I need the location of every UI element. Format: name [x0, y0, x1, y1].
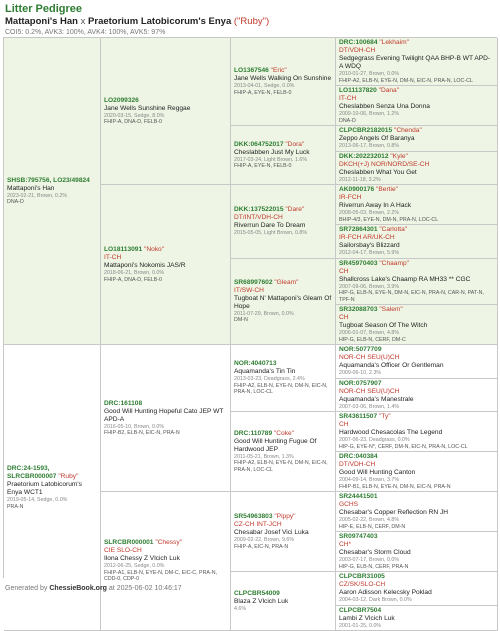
- dog-details: 2007-09-06, Brown, 3.9%: [339, 284, 494, 291]
- dog-details: 2015-05-05, Light Brown, 0.8%: [234, 230, 332, 237]
- sire-name: Mattaponi's Han: [5, 16, 78, 27]
- health-tests: FHIP-A2, ELB-N, EYE-N, DM-N, EIC-N, PRA-N, LOC-CL: [234, 460, 332, 473]
- footer-suffix: at 2025-06-02 10:46:17: [109, 585, 182, 592]
- registration-number: [339, 186, 494, 194]
- call-name: "Bertie": [376, 186, 398, 193]
- dog-titles: DKCH(+J) NOR/NORD/SE-CH: [339, 161, 494, 169]
- health-tests: FHIP-A, EIC-N, PRA-N: [234, 544, 332, 551]
- reg-id: DRC:040384: [339, 453, 377, 460]
- dog-details: 2009-06-10, 2.3%: [339, 370, 494, 377]
- dog-name: Riverrun Away In A Hack: [339, 202, 494, 210]
- dog-details: 2016-05-10, Brown, 0.0%: [104, 424, 227, 431]
- pedigree-cell-sdsd[interactable]: [336, 225, 498, 259]
- reg-id: DRC:110789: [234, 430, 272, 437]
- pedigree-cell-dds[interactable]: [231, 492, 336, 572]
- reg-id: DKK:064752017: [234, 141, 284, 148]
- dog-titles: IR-FCH: [339, 194, 494, 202]
- registration-number: [234, 279, 332, 287]
- dog-details: 2020-03-15, Sedge, 8.0%: [104, 113, 227, 120]
- registration-number: [339, 607, 494, 615]
- call-name: "Ruby": [58, 473, 78, 480]
- pedigree-cell-dd[interactable]: [101, 492, 231, 631]
- dog-details: 2007-03-06, Brown, 1.4%: [339, 404, 494, 411]
- dog-details: 2013-03-23, Deadgrass, 2.4%: [234, 376, 332, 383]
- pedigree-cell-dddd[interactable]: [336, 606, 498, 631]
- dog-titles: DT/VDH-CH: [339, 461, 494, 469]
- dog-name: Aaron Adisson Kelecsky Poklad: [339, 589, 494, 597]
- dog-details: 2001-01-25, 0.0%: [339, 623, 494, 630]
- dog-name: Aquamanda's Officer Or Gentleman: [339, 362, 494, 370]
- cross-symbol: x: [81, 16, 86, 27]
- dog-details: 2005-02-22, Brown, 4.8%: [339, 517, 494, 524]
- dog-name: Mattaponi's Han: [7, 185, 97, 193]
- call-name: "Dana": [379, 87, 399, 94]
- call-name: "Pippy": [274, 513, 295, 520]
- pedigree-cell-ss[interactable]: [101, 38, 231, 185]
- reg-id: NOR:4040713: [234, 360, 277, 367]
- dog-titles: IT/SW-CH: [234, 287, 332, 295]
- registration-number: [7, 465, 97, 481]
- health-tests: PRA-N: [7, 504, 97, 511]
- reg-id: SR72864301: [339, 226, 378, 233]
- health-tests: FHIP-A, EYE-N, FELB-0: [234, 90, 332, 97]
- call-name: "Eric": [271, 67, 287, 74]
- call-name: "Lekhaim": [379, 39, 409, 46]
- reg-id: DRC:24-1593, SLRCBR000007: [7, 465, 56, 480]
- dog-titles: CH: [339, 268, 494, 276]
- call-name: "Kyle": [390, 153, 408, 160]
- health-tests: DNA-D: [7, 199, 97, 206]
- dog-name: Shallcross Lake's Chaamp RA MH33 ** CGC: [339, 276, 494, 284]
- registration-number: [234, 590, 332, 598]
- pedigree-cell-sd[interactable]: [101, 185, 231, 345]
- pedigree-cell-ssdd[interactable]: [336, 152, 498, 186]
- registration-number: [234, 513, 332, 521]
- pedigree-cell-sss[interactable]: [231, 38, 336, 126]
- registration-number: [339, 153, 494, 161]
- dog-details: 2017-03-24, Light Brown, 1.6%: [234, 157, 332, 164]
- dog-name: Aquamanda's Tin Tin: [234, 368, 332, 376]
- registration-number: [339, 453, 494, 461]
- registration-number: [339, 573, 494, 581]
- dog-details: 2012-04-17, Brown, 5.9%: [339, 250, 494, 257]
- dog-name: Good Will Hunting Fugue Of Hardwood JEP: [234, 438, 332, 454]
- pedigree-cell-dsd[interactable]: [231, 412, 336, 492]
- reg-id: SR43611507: [339, 413, 377, 420]
- pedigree-cell-sdss[interactable]: [336, 185, 498, 225]
- dog-name: Mattaponi's Nokomis JAS/R: [104, 262, 227, 270]
- dog-details: 2018-06-21, Brown, 0.0%: [104, 270, 227, 277]
- reg-id: DRC:161108: [104, 400, 142, 407]
- pedigree-cell-ddd[interactable]: [231, 572, 336, 631]
- pedigree-cell-ddss[interactable]: [336, 492, 498, 532]
- dog-details: 2013-04-01, Sedge, 0.0%: [234, 83, 332, 90]
- reg-id: CLPCBR31005: [339, 573, 385, 580]
- page-title: Litter Pedigree: [5, 3, 495, 16]
- reg-id: CLPCBR54009: [234, 590, 280, 597]
- coi-summary: COI5: 0.2%, AVK3: 100%, AVK4: 100%, AVK5: 97%: [5, 28, 495, 37]
- site-link[interactable]: ChessieBook.org: [49, 585, 107, 592]
- dog-name: Good Will Hunting Hopeful Cato JEP WT APD-A: [104, 408, 227, 424]
- registration-number: [234, 141, 332, 149]
- pedigree-cell-dss[interactable]: [231, 345, 336, 412]
- call-name: "Chessy": [155, 539, 182, 546]
- dog-name: Tugboat N' Mattaponi's Gleam Of Hope: [234, 295, 332, 311]
- registration-number: [339, 346, 494, 354]
- dog-name: Tugboat Season Of The Witch: [339, 322, 494, 330]
- registration-number: [339, 306, 494, 314]
- dog-details: 2003-07-17, Brown, 0.0%: [339, 557, 494, 564]
- call-name: "Chenda": [394, 127, 422, 134]
- dam-nickname: ("Ruby"): [234, 16, 269, 27]
- health-tests: FHIP-B2, ELB-N, EIC-N, PRA-N: [104, 430, 227, 437]
- registration-number: [104, 539, 227, 547]
- reg-id: LO2099326: [104, 97, 139, 104]
- dog-details: 2011-07-29, Brown, 0.0%: [234, 311, 332, 318]
- pedigree-cell-sddd[interactable]: [336, 305, 498, 345]
- pedigree-cell-sssd[interactable]: [336, 86, 498, 126]
- dog-name: Hardwood Chesacolas The Legend: [339, 429, 494, 437]
- registration-number: [339, 127, 494, 135]
- dog-name: Aquamanda's Manestrale: [339, 396, 494, 404]
- health-tests: BHIP-4/3, EYE-N, DM-N, PRA-N, LOC-CL: [339, 217, 494, 224]
- health-tests: FHIP-A1, ELB-N, EYE-N, DM-C, EIC-C, PRA-N, CDD-0, CDP-0: [104, 570, 227, 583]
- dog-titles: CH*: [339, 541, 494, 549]
- dog-details: 4.6%: [234, 606, 332, 613]
- pedigree-cell-sdd[interactable]: [231, 259, 336, 346]
- dog-name: Blaza Z Vlcich Luk: [234, 598, 332, 606]
- registration-number: [339, 533, 494, 541]
- dog-titles: IT-CH: [339, 95, 494, 103]
- registration-number: [234, 67, 332, 75]
- health-tests: DNA-D: [339, 118, 494, 125]
- health-tests: DM-N: [234, 317, 332, 324]
- dog-titles: DT/INT/VDH-CH: [234, 214, 332, 222]
- call-name: "Carlotta": [379, 226, 407, 233]
- dog-titles: CZ/SK/SLO-CH: [339, 581, 494, 589]
- dog-name: Cheslabben Just My Luck: [234, 149, 332, 157]
- dog-details: 2011-05-21, Brown, 1.3%: [234, 454, 332, 461]
- reg-id: SR09747403: [339, 533, 378, 540]
- dog-details: 2010-01-27, Brown, 0.0%: [339, 71, 494, 78]
- reg-id: CLPCBR2182015: [339, 127, 392, 134]
- registration-number: [234, 360, 332, 368]
- reg-id: SR54963803: [234, 513, 273, 520]
- health-tests: FHIP-B1, ELB-N, EYE-N, DM-N, EIC-N, PRA-N: [339, 484, 494, 491]
- registration-number: [339, 226, 494, 234]
- dog-name: Chesabar Josef Vici Luka: [234, 529, 332, 537]
- dog-titles: IT-CH: [104, 254, 227, 262]
- registration-number: [104, 246, 227, 254]
- registration-number: [234, 206, 332, 214]
- call-name: "Salem": [379, 306, 402, 313]
- dog-name: Praetorium Latobicorum's Enya WCT1: [7, 481, 97, 497]
- pedigree-cell-ssss[interactable]: [336, 38, 498, 86]
- registration-number: [339, 493, 494, 501]
- pedigree-header: [0, 0, 500, 36]
- registration-number: [339, 380, 494, 388]
- dog-titles: CH: [339, 314, 494, 322]
- health-tests: FHIP-A, EYE-N, FELB-0: [234, 163, 332, 170]
- pedigree-cell-ssd[interactable]: [231, 126, 336, 185]
- dog-details: 2009-02-22, Brown, 9.6%: [234, 537, 332, 544]
- reg-id: LO18113091: [104, 246, 142, 253]
- registration-number: [339, 260, 494, 268]
- pedigree-cell-dssd[interactable]: [336, 379, 498, 413]
- dog-details: 2009-10-06, Brown, 1.2%: [339, 111, 494, 118]
- dog-name: Lambi Z Vlcich Luk: [339, 615, 494, 623]
- dog-titles: CZ-CH INT-JCH: [234, 521, 332, 529]
- call-name: "Dare": [285, 206, 304, 213]
- dog-name: Jane Wells Walking On Sunshine: [234, 75, 332, 83]
- dog-titles: IR-FCH AR/UK-CH: [339, 234, 494, 242]
- call-name: "Chaamp": [379, 260, 409, 267]
- dog-name: Cheslabben Senza Una Donna: [339, 103, 494, 111]
- pedigree-cell-dsds[interactable]: [336, 412, 498, 452]
- dog-details: 2008-05-03, Brown, 2.2%: [339, 210, 494, 217]
- dog-titles: CIE SLO-CH: [104, 547, 227, 555]
- health-tests: FHIP-A, DNA-D, FELB-0: [104, 277, 227, 284]
- dog-name: Ilona Chessy Z Vlcich Luk: [104, 555, 227, 563]
- call-name: "Ty": [379, 413, 391, 420]
- pedigree-cell-ssds[interactable]: [336, 126, 498, 152]
- reg-id: SR24441501: [339, 493, 378, 500]
- dog-titles: CH: [339, 421, 494, 429]
- dog-details: 2007-06-23, Deadgrass, 0.0%: [339, 437, 494, 444]
- dog-name: Riverrun Dare To Dream: [234, 222, 332, 230]
- dog-titles: GCHS: [339, 501, 494, 509]
- reg-id: DRC:100684: [339, 39, 377, 46]
- health-tests: FHIP-A, DNA-D, FELB-0: [104, 119, 227, 126]
- dog-details: 2012-06-25, Sedge, 0.0%: [104, 563, 227, 570]
- health-tests: HIP-E, ELB-N, CERF, DM-N: [339, 524, 494, 531]
- pedigree-table: [3, 37, 497, 578]
- litter-parents: [5, 16, 495, 28]
- call-name: "Noko": [144, 246, 164, 253]
- pedigree-cell-sds[interactable]: [231, 185, 336, 259]
- dog-details: 2004-03-12, Dark Brown, 0.0%: [339, 597, 494, 604]
- reg-id: NOR:0757907: [339, 380, 382, 387]
- reg-id: LO1367546: [234, 67, 269, 74]
- dog-details: 2006-01-07, Brown, 4.8%: [339, 330, 494, 337]
- reg-id: LO11137820: [339, 87, 377, 94]
- dog-name: Jane Wells Sunshine Reggae: [104, 105, 227, 113]
- reg-id: AK0900176: [339, 186, 374, 193]
- registration-number: [104, 97, 227, 105]
- reg-id: SHSB:795756, LO23/49824: [7, 177, 90, 184]
- footer: [5, 585, 182, 592]
- registration-number: [7, 177, 97, 185]
- pedigree-cell-ddsd[interactable]: [336, 532, 498, 572]
- pedigree-cell-s[interactable]: [4, 38, 101, 345]
- reg-id: SR45970403: [339, 260, 378, 267]
- health-tests: FHIP-A2, ELB-N, EYE-N, DM-N, EIC-N, PRA-N, LOC-CL: [234, 383, 332, 396]
- dog-details: 2013-06-17, Brown, 0.8%: [339, 143, 494, 150]
- pedigree-cell-dsss[interactable]: [336, 345, 498, 379]
- dog-name: Cheslabben What You Get: [339, 169, 494, 177]
- dog-name: Chesabar's Copper Reflection RN JH: [339, 509, 494, 517]
- reg-id: NOR:5077709: [339, 346, 382, 353]
- reg-id: DKK:137522015: [234, 206, 284, 213]
- dog-name: Zeppo Angels Of Baranya: [339, 135, 494, 143]
- dog-titles: DT/VDH-CH: [339, 47, 494, 55]
- health-tests: HIP-G, ELB-N, CERF, PRA-N: [339, 564, 494, 571]
- dog-details: 2023-02-21, Brown, 0.2%: [7, 193, 97, 200]
- call-name: "Dora": [285, 141, 304, 148]
- reg-id: DKK:202232012: [339, 153, 389, 160]
- call-name: "Gleam": [274, 279, 298, 286]
- pedigree-cell-dsdd[interactable]: [336, 452, 498, 492]
- health-tests: HIP-G, ELB-N, EYE-N, DM-N, EIC-N, PRA-N, CAR-N, PAT-N, TPF-N: [339, 290, 494, 303]
- health-tests: HIP-G, EYE-N*, CERF, DM-N, EIC-N, PRA-N, LOC-CL: [339, 444, 494, 451]
- pedigree-cell-ds[interactable]: [101, 345, 231, 492]
- reg-id: SR32088703: [339, 306, 378, 313]
- dog-details: 2019-05-14, Sedge, 0.0%: [7, 497, 97, 504]
- dog-titles: NOR-CH SEU(U)CH: [339, 388, 494, 396]
- dog-name: Sailorsbay's Blizzard: [339, 242, 494, 250]
- registration-number: [104, 400, 227, 408]
- reg-id: CLPCBR7504: [339, 607, 381, 614]
- reg-id: SR68997602: [234, 279, 273, 286]
- pedigree-cell-ddds[interactable]: [336, 572, 498, 606]
- call-name: "Coke": [274, 430, 294, 437]
- dog-name: Chesabar's Storm Cloud: [339, 549, 494, 557]
- dog-name: Good Will Hunting Canton: [339, 469, 494, 477]
- pedigree-cell-sdds[interactable]: [336, 259, 498, 306]
- dam-name: Praetorium Latobicorum's Enya: [88, 16, 231, 27]
- dog-details: 2004-09-14, Brown, 3.7%: [339, 477, 494, 484]
- reg-id: SLRCBR000001: [104, 539, 153, 546]
- health-tests: HIP-G, ELB-N, CERF, DM-C: [339, 337, 494, 344]
- dog-name: Sedgegrass Evening Twilight QAA BHP-B WT APD-A WDQ: [339, 55, 494, 71]
- registration-number: [339, 39, 494, 47]
- dog-details: 2012-11-18, 3.2%: [339, 177, 494, 184]
- registration-number: [234, 430, 332, 438]
- registration-number: [339, 413, 494, 421]
- registration-number: [339, 87, 494, 95]
- footer-prefix: Generated by: [5, 585, 47, 592]
- dog-titles: NOR-CH SEU(U)CH: [339, 354, 494, 362]
- health-tests: FHIP-A2, ELB-N, EYE-N, DM-N, EIC-N, PRA-N, LOC-CL: [339, 78, 494, 85]
